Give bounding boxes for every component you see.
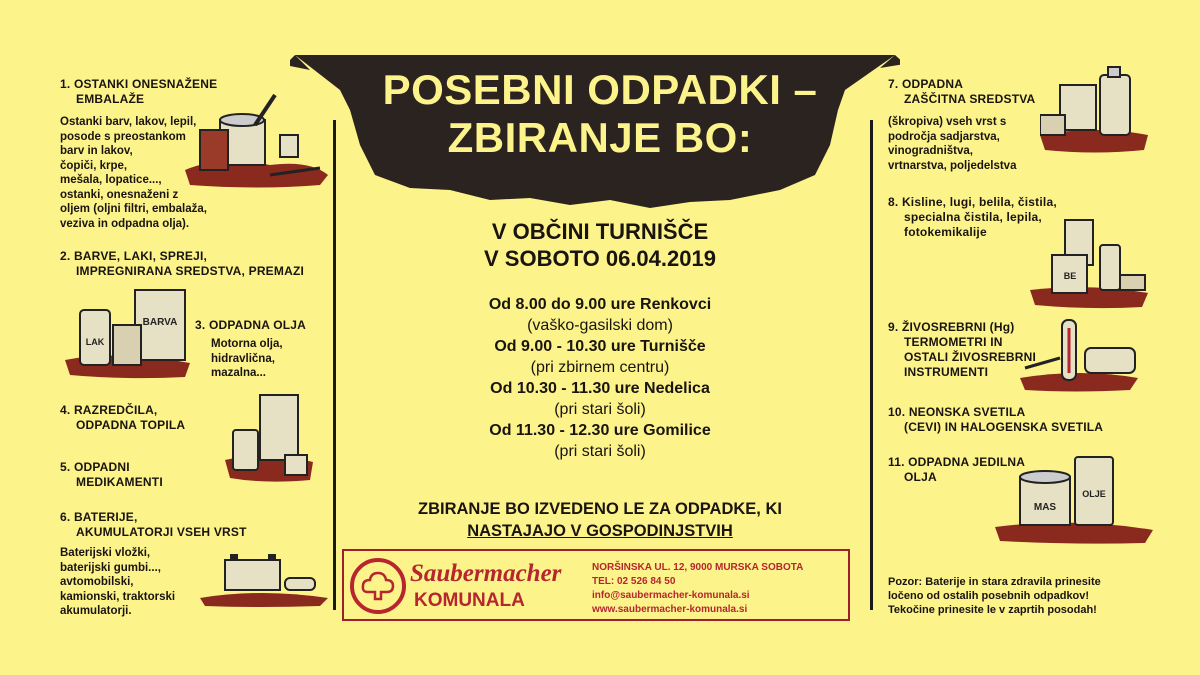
desc-line: avtomobilski, — [60, 576, 134, 588]
cooking-oil-cans-icon — [995, 455, 1155, 545]
item-title: 4. RAZREDČILA, — [60, 403, 158, 417]
warning-line: Pozor: Baterije in stara zdravila prinesite — [888, 576, 1101, 588]
waste-item-5 — [60, 460, 230, 490]
item-title: 1. OSTANKI ONESNAŽENE — [60, 77, 218, 91]
schedule-time: Od 9.00 - 10.30 ure Turnišče — [494, 338, 706, 355]
company-website[interactable]: www.saubermacher-komunala.si — [592, 604, 748, 615]
desc-line: posode s preostankom — [60, 130, 186, 143]
desc-line: Motorna olja, — [211, 338, 283, 350]
item-title: INSTRUMENTI — [904, 365, 989, 379]
waste-item-3 — [195, 318, 325, 381]
can-label: BE — [1063, 271, 1077, 281]
desc-line: področja sadjarstva, — [888, 130, 1000, 143]
paint-cans-icon — [65, 285, 195, 380]
desc-line: Ostanki barv, lakov, lepil, — [60, 116, 197, 128]
location-block — [340, 218, 860, 272]
company-name: Saubermacher — [410, 560, 562, 587]
waste-item-2 — [60, 249, 330, 279]
can-label: MAS — [1033, 502, 1057, 513]
desc-line: vinogradništva, — [888, 145, 973, 157]
schedule-place: (pri stari šoli) — [554, 443, 646, 460]
schedule-list — [340, 294, 860, 462]
desc-line: baterijski gumbi..., — [60, 561, 161, 574]
item-title: TERMOMETRI IN — [904, 335, 1003, 349]
company-sub: KOMUNALA — [414, 590, 525, 611]
item-title: 6. BATERIJE, — [60, 510, 138, 524]
event-date: V SOBOTO 06.04.2019 — [484, 246, 716, 271]
schedule-place: (vaško-gasilski dom) — [527, 317, 673, 334]
banner-title-line1: POSEBNI ODPADKI – — [382, 66, 818, 113]
desc-line: ostanki, onesnaženi z — [60, 188, 179, 201]
item-title: 9. ŽIVOSREBRNI (Hg) — [888, 320, 1015, 334]
item-title: fotokemikalije — [904, 225, 987, 239]
household-notice — [340, 498, 860, 542]
chemical-bottles-icon — [1030, 215, 1150, 310]
desc-line: mazalna... — [211, 367, 266, 379]
item-title: OSTALI ŽIVOSREBRNI — [904, 350, 1037, 364]
notice-line2: NASTAJAJO V GOSPODINJSTVIH — [467, 522, 733, 540]
schedule-place: (pri zbirnem centru) — [530, 359, 670, 376]
schedule-time: Od 11.30 - 12.30 ure Gomilice — [489, 422, 711, 439]
item-title: OLJA — [904, 470, 937, 484]
desc-line: Baterijski vložki, — [60, 547, 151, 559]
waste-item-10 — [888, 405, 1188, 435]
contact-info — [592, 561, 803, 617]
desc-line: čopiči, krpe, — [60, 159, 128, 172]
warning-line: ločeno od ostalih posebnih odpadkov! — [888, 590, 1090, 602]
company-phone: TEL: 02 526 84 50 — [592, 576, 676, 587]
item-title: 11. ODPADNA JEDILNA — [888, 455, 1026, 469]
can-label: BARVA — [142, 317, 178, 328]
paint-containers-icon — [180, 90, 330, 190]
item-title: ODPADNA TOPILA — [76, 418, 186, 432]
desc-line: hidravlična, — [211, 352, 275, 365]
desc-line: kamionski, traktorski — [60, 590, 176, 603]
desc-line: (škropiva) vseh vrst s — [888, 116, 1007, 128]
warning-note — [888, 575, 1188, 617]
item-title: MEDIKAMENTI — [76, 475, 163, 489]
company-address: NORŠINSKA UL. 12, 9000 MURSKA SOBOTA — [592, 562, 804, 573]
schedule-time: Od 10.30 - 11.30 ure Nedelica — [490, 380, 710, 397]
item-title: 7. ODPADNA — [888, 77, 964, 91]
notice-line1: ZBIRANJE BO IZVEDENO LE ZA ODPADKE, KI — [418, 500, 782, 518]
municipality: V OBČINI TURNIŠČE — [491, 219, 709, 244]
item-title: IMPREGNIRANA SREDSTVA, PREMAZI — [76, 264, 305, 278]
schedule-place: (pri stari šoli) — [554, 401, 646, 418]
desc-line: oljem (oljni filtri, embalaža, — [60, 203, 207, 215]
solvent-cans-icon — [225, 390, 315, 485]
item-title: 10. NEONSKA SVETILA — [888, 405, 1026, 419]
desc-line: akumulatorji. — [60, 605, 132, 617]
schedule-time: Od 8.00 do 9.00 ure Renkovci — [488, 296, 712, 313]
desc-line: veziva in odpadna olja). — [60, 217, 190, 230]
item-title: EMBALAŽE — [76, 92, 145, 106]
company-box — [342, 549, 850, 621]
item-desc — [195, 337, 325, 381]
can-label: OLJE — [1082, 489, 1106, 499]
item-title: specialna čistila, lepila, — [904, 210, 1042, 224]
company-logo-icon — [350, 558, 406, 614]
company-email[interactable]: info@saubermacher-komunala.si — [592, 590, 750, 601]
desc-line: barv in lakov, — [60, 145, 133, 157]
item-title: AKUMULATORJI VSEH VRST — [76, 525, 247, 539]
item-title: 3. ODPADNA OLJA — [195, 318, 307, 332]
thermometer-icon — [1020, 318, 1140, 393]
warning-line: Tekočine prinesite le v zaprtih posodah! — [888, 604, 1097, 616]
desc-line: vrtnarstva, poljedelstva — [888, 159, 1017, 172]
item-title: 8. Kisline, lugi, belila, čistila, — [888, 195, 1057, 209]
battery-icon — [200, 548, 330, 608]
banner-title-line2: ZBIRANJE BO: — [447, 114, 753, 161]
can-label: LAK — [85, 337, 105, 347]
item-title: 5. ODPADNI — [60, 460, 130, 474]
waste-item-4 — [60, 403, 230, 433]
desc-line: mešala, lopatice..., — [60, 174, 162, 186]
item-title: 2. BARVE, LAKI, SPREJI, — [60, 249, 208, 263]
item-title: ZAŠČITNA SREDSTVA — [904, 92, 1036, 106]
pesticide-bottles-icon — [1040, 65, 1150, 155]
item-title: (CEVI) IN HALOGENSKA SVETILA — [904, 420, 1104, 434]
